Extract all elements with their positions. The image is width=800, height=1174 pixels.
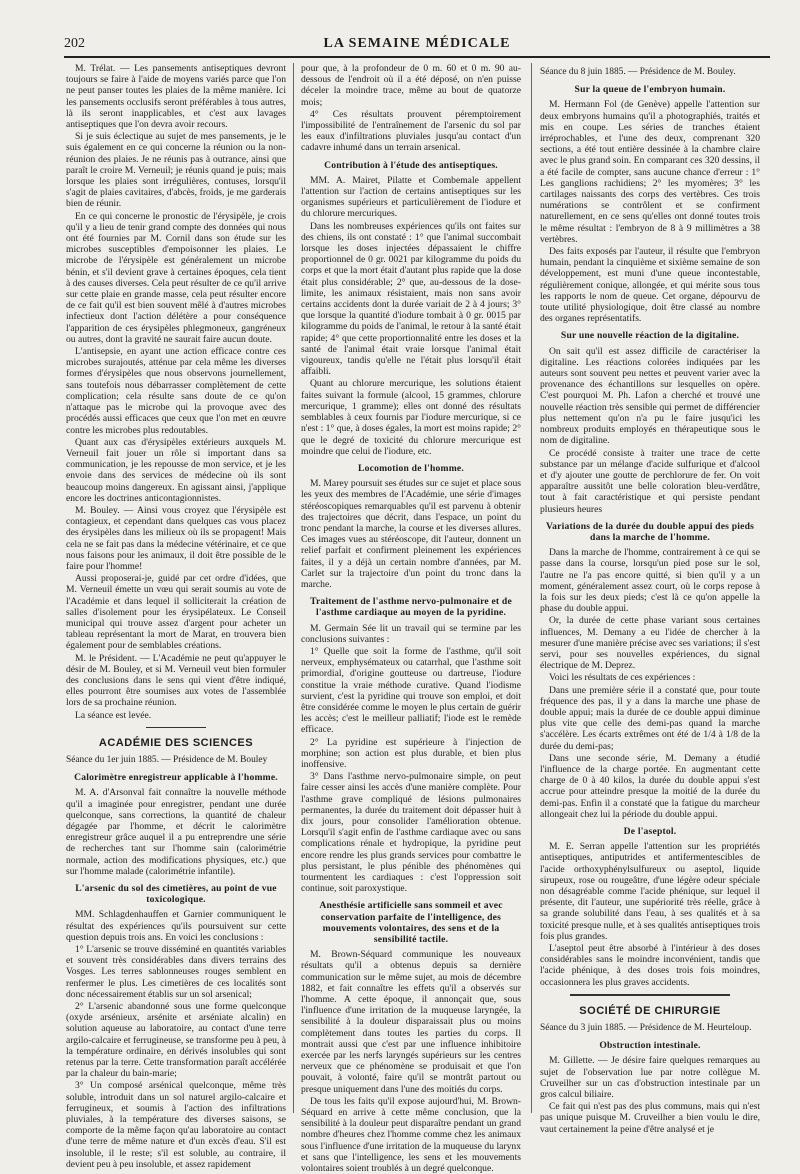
paragraph: M. Brown-Séquard communique les nouveaux résultats qu'il a obtenus depuis sa dernière communication sur le même sujet, au mois de décembre 1882, et fait connaître les effets qu'il a observés sur l'homme. A cette époque, il annonçait que, sous l'influence d'une irritation de la muqueuse laryngée, la sensibilité à la douleur disparaissait plus ou moins complètement dans toutes les parties du corps. Il montrait aussi que c'est par une influence inhibitoire exercée par les nerfs laryngés supérieurs sur les centres nerveux que ce phénomène se produisait et que l'on pouvait, à volonté, faire qu'il se montrât partout ou presque uniquement dans l'une des moitiés du corps. xyxy=(301,949,521,1095)
paragraph: Quant aux cas d'érysipèles extérieurs auxquels M. Verneuil fait jouer un rôle si important dans sa communication, je les repousse de mon service, et je les envoie dans des services de médecine où ils sont beaucoup moins dangereux. En agissant ainsi, j'applique encore les doctrines anticontagionnistes. xyxy=(66,436,286,504)
paragraph: 1° L'arsenic se trouve disséminé en quantités variables et souvent très considérables dans divers terrains des Vosges. Les terres sablonneuses rouges semblent en renfermer le plus. Les cimetières de ces localités sont donc nécessairement établis sur un sol arsenical; xyxy=(66,944,286,1000)
column-1 xyxy=(66,63,286,1170)
paragraph: 2° L'arsenic abandonné sous une forme quelconque (oxyde arsénieux, arsénite et arséniate alcalin) en solution aqueuse au laboratoire, au contact d'une terre argilo-calcaire et ferrugineuse, se transforme peu à peu, à la température ordinaire, en dérivés insolubles qui sont retenus par la terre. Cette transformation paraît accélérée par la chaleur du bain-marie; xyxy=(66,1001,286,1080)
paragraph: En ce qui concerne le pronostic de l'érysipèle, je crois qu'il y a lieu de tenir grand compte des données qui nous ont été fournies par M. Cornil dans son étude sur les microbes susceptibles d'empoisonner les plaies. Le microbe de l'érysipèle est généralement un microbe bénin, et s'il devient grave à certaines époques, cela tient à des causes diverses. Cela peut résulter de ce qu'il arrive sur cette plaie en grande masse, cela peut résulter encore de ce fait qu'il est bien souvent mêlé à d'autres microbes infectieux dont l'action délétère a pour conséquence l'apparition de ces érysipèles phlegmoneux, gangréneux ou autres, dont la gravité ne saurait faire aucun doute. xyxy=(66,210,286,345)
column-divider xyxy=(531,63,532,1113)
paragraph: M. Bouley. — Ainsi vous croyez que l'érysipèle est contagieux, et cependant dans quelques cas vous placez des érysipèles dans les milieux où ils se propagent! Mais cela ne se fait pas dans la médecine vétérinaire, et ce que nous faisons pour les animaux, il doit être possible de le faire pour l'homme! xyxy=(66,504,286,572)
divider xyxy=(570,994,730,996)
paragraph: De tous les faits qu'il expose aujourd'hui, M. Brown-Séquard en arrive à cette même conclusion, que la sensibilité à la douleur peut disparaître pendant un grand nombre d'heures chez l'homme comme chez les animaux sous l'influence d'une irritation de la muqueuse du larynx et sans que l'intelligence, les sens et les mouvements volontaires soient troublés à un degré quelconque. xyxy=(301,1095,521,1174)
paragraph: M. Marey poursuit ses études sur ce sujet et place sous les yeux des membres de l'Académie, une série d'images stéréoscopiques remarquables qu'il est parvenu à obtenir des trajectoires que décrit, dans l'espace, un point du tronc pendant la marche, la course et les diverses allures. Ces images vues au stéréoscope, dit l'auteur, donnent un relief parfait et confirment pleinement les expériences faites, il y a déjà un certain nombre d'années, par M. Carlet sur la trajectoire d'un point du tronc dans la marche. xyxy=(301,478,521,590)
article-heading: Locomotion de l'homme. xyxy=(358,462,464,474)
session-line: Séance du 1er juin 1885. — Présidence de M. Bouley xyxy=(66,754,268,765)
header-rule xyxy=(64,56,770,58)
article-heading: Anesthésie artificielle sans sommeil et avec conservation parfaite de l'intelligence, des mouvements volontaires, des sens et de la sensibilité tactile. xyxy=(319,900,503,946)
paragraph: M. Germain Sée lit un travail qui se termine par les conclusions suivantes : xyxy=(301,622,521,645)
paragraph: Quant au chlorure mercurique, les solutions étaient faites suivant la formule (alcool, 15 grammes, chlorure mercurique, 1 gramme); elles ont donné des résultats semblables à ceux fournis par l'iodure mercurique, si ce n'est : 1° que, à doses égales, la mort est moins rapide; 2° que le degré de toxicité du chlorure mercurique est moindre que celui de l'iodure, etc. xyxy=(301,378,521,457)
paragraph: L'aseptol peut être absorbé à l'intérieur à des doses considérables sans le moindre inconvénient, tandis que l'acide phénique, à des doses trois fois moindres, occasionnera les plus graves accidents. xyxy=(540,943,760,988)
paragraph: Dans une première série il a constaté que, pour toute fréquence des pas, il y a dans la marche une phase de double appui; mais la durée de ce double appui diminue plus vite que celle des demi-pas quand la marche s'accélère. Les écarts extrêmes ont été de 1/4 à 1/8 de la durée du demi-pas; xyxy=(540,684,760,752)
article-heading: De l'aseptol. xyxy=(623,826,677,837)
paragraph: Dans la marche de l'homme, contrairement à ce qui se passe dans la course, lorsqu'un pied pose sur le sol, l'autre ne l'a pas encore quitté, si bien qu'il y a un moment, généralement assez court, où le corps repose à la fois sur les deux pieds; c'est là ce qu'on appelle la phase du double appui. xyxy=(540,547,760,615)
paragraph: pour que, à la profondeur de 0 m. 60 et 0 m. 90 au-dessous de l'endroit où il a été déposé, on n'en puisse déceler la moindre trace, même au bout de quatorze mois; xyxy=(301,63,521,108)
page-number: 202 xyxy=(64,36,85,51)
paragraph: MM. Schlagdenhauffen et Garnier communiquent le résultat des expériences qu'ils poursuivent sur cette question depuis trois ans. En voici les conclusions : xyxy=(66,909,286,943)
paragraph: On sait qu'il est assez difficile de caractériser la digitaline. Les réactions colorées indiquées par les auteurs sont souvent peu nettes et peuvent varier avec la provenance des échantillons sur lesquelles on opère. C'est pourquoi M. Ph. Lafon a cherché et trouvé une nouvelle réaction très sensible qui permet de différencier plus nettement qu'on n'a pu le faire jusqu'ici les nombreux produits employés en thérapeutique sous le nom de digitaline. xyxy=(540,345,760,447)
paragraph: 3° Dans l'asthme nervo-pulmonaire simple, on peut faire cesser ainsi les accès d'une manière complète. Pour l'asthme grave compliqué de lésions pulmonaires permanentes, la durée du traitement doit dépasser huit à dix jours, pour consolider l'amélioration obtenue. Lorsqu'il s'agit enfin de l'asthme cardiaque avec ou sans complications rénale et hydropique, la pyridine peut encore rendre les plus grands services pour combattre le plus persistant, le plus pénible des phénomènes qui tourmentent les cardiaques : c'est l'oppression soit continue, soit paroxystique. xyxy=(301,771,521,895)
session-line: Séance du 8 juin 1885. — Présidence de M. Bouley. xyxy=(540,67,736,77)
paragraph: 2° La pyridine est supérieure à l'injection de morphine; son action est plus durable, et bien plus inoffensive. xyxy=(301,736,521,770)
paragraph: Si je suis éclectique au sujet de mes pansements, je le suis également en ce qui concerne la réunion ou la non-réunion des plaies. Je ne réunis pas à outrance, ainsi que paraît le croire M. Verneuil; je réunis quand je puis; mais lorsque les plaies sont irrégulières, contuses, lorsqu'il s'agit de plaies cavitaires, d'abcès, froids, je me garderais bien de réunir. xyxy=(66,131,286,210)
paragraph: Dans les nombreuses expériences qu'ils ont faites sur des chiens, ils ont constaté : 1° que l'animal succombait lorsque les doses injectées dépassaient le chiffre proportionnel de 0 gr. 0021 par kilogramme du poids du corps et que la mort était d'autant plus rapide que la dose était plus considérable; 2° que, au-dessous de la dose-limite, les animaux résistaient, mais non sans avoir certains accidents dont la durée variait de 2 à 4 jours; 3° que lorsque la quantité d'iodure tombait à 0 gr. 0015 par kilogramme du poids de l'animal, le retour à la santé était rapide; 4° que cette proportionnalité entre les doses et la santé de l'animal était vraie lorsque l'animal était vigoureux, tandis qu'elle ne l'était plus lorsqu'il était affaibli. xyxy=(301,220,521,378)
column-divider xyxy=(293,63,294,1113)
paragraph: Aussi proposerai-je, guidé par cet ordre d'idées, que M. Verneuil émette un vœu qui serait soumis au vote de l'Académie et dans lequel il solliciterait la création de salles d'isolement pour les érysipélateux. Le Conseil municipal qui trouve assez d'argent pour acheter un tableau représentant la mort de Marat, en trouvera bien également pour de semblables créations. xyxy=(66,573,286,652)
article-heading: Sur une nouvelle réaction de la digitaline. xyxy=(560,330,740,342)
page-header xyxy=(64,36,770,54)
section-title: ACADÉMIE DES SCIENCES xyxy=(98,736,254,749)
paragraph: MM. A. Mairet, Pilatte et Combemale appellent l'attention sur l'action de certains antiseptiques sur les organismes supérieurs et particulièrement de l'iodure et du chlorure mercuriques. xyxy=(301,174,521,220)
paragraph: M. Trélat. — Les pansements antiseptiques devront toujours se faire à l'aide de moyens variés parce que l'on ne peut panser toutes les plaies de la même manière. Ici les pansements occlusifs seront préférables à tous autres, là ils seront inapplicables, et c'est aux lavages antiseptiques que l'on devra avoir recours. xyxy=(66,63,286,131)
paragraph: M. Hermann Fol (de Genève) appelle l'attention sur deux embryons humains qu'il a photographiés, traités et mis en coupe. Les séries de tranches étaient irréprochables, et l'une des deux, comprenant 320 sections, a été tout entière dessinée à la chambre claire avec le plus grand soin. En comparant ces 320 dessins, il a été facile de compter, sans aucune chance d'erreur : 1° Les ganglions rachidiens; 2° les myomères; 3° les cartilages naissants des corps des vertèbres. Ces trois numérations se contrôlent et se confirment naturellement, en ce sens qu'elles ont donné toutes trois le même résultat : l'embryon de 8 à 9 millimètres a 38 vertèbres. xyxy=(540,99,760,245)
article-heading: L'arsenic du sol des cimetières, au point de vue toxicologique. xyxy=(75,883,277,906)
paragraph: 4° Ces résultats prouvent péremptoirement l'impossibilité de l'entraînement de l'arsenic du sol par les eaux d'infiltrations pluviales jusqu'au contact d'un cadavre inhumé dans un terrain arsenical. xyxy=(301,108,521,154)
section-title: SOCIÉTÉ DE CHIRURGIE xyxy=(579,1004,721,1017)
paragraph: La séance est levée. xyxy=(75,709,152,721)
journal-title: LA SEMAINE MÉDICALE xyxy=(323,36,511,51)
paragraph: Voici les résultats de ces expériences : xyxy=(549,672,696,684)
divider xyxy=(146,727,206,728)
paragraph: Des faits exposés par l'auteur, il résulte que l'embryon humain, pendant la cinquième et sixième semaine de son développement, est muni d'une queue incontestable, régulièrement conique, allongée, et qui mérite sous tous les rapports le nom de queue. Cet organe, dépourvu de toute utilité physiologique, doit être classé au nombre des organes représentatifs. xyxy=(540,246,760,325)
session-line: Séance du 3 juin 1885. — Présidence de M. Heurteloup. xyxy=(540,1023,752,1034)
article-heading: Calorimètre enregistreur applicable à l'homme. xyxy=(74,772,278,784)
article-heading: Obstruction intestinale. xyxy=(599,1040,701,1052)
paragraph: Ce procédé consiste à traiter une trace de cette substance par un mélange d'acide sulfurique et d'alcool et d'y ajouter une goutte de perchlorure de fer. On voit apparaître aussitôt une belle coloration bleu-verdâtre, tout à fait caractéristique et qui persiste pendant plusieurs heures xyxy=(540,447,760,515)
column-2 xyxy=(301,63,521,1174)
article-heading: Sur la queue de l'embryon humain. xyxy=(574,84,726,96)
article-heading: Variations de la durée du double appui des pieds dans la marche de l'homme. xyxy=(545,520,755,543)
paragraph: Ce fait qui n'est pas des plus communs, mais qui n'est pas unique puisque M. Cruveilher a bien voulu le dire, vaut certainement la peine d'être analysé et je xyxy=(540,1101,760,1135)
paragraph: M. E. Serran appelle l'attention sur les propriétés antiseptiques, antiputrides et antifermentescibles de l'acide orthoxyphénylsulfureux ou aseptol, liquide sirupeux, rose ou rougeâtre, d'une légère odeur spéciale non désagréable comme l'acide phénique, sur lequel il présente, dit l'auteur, une supériorité très réelle, grâce à sa grande solubilité dans l'eau, à ses qualités et à sa toxicité presque nulle, et à ses qualités antiseptiques trois fois plus grandes. xyxy=(540,841,760,942)
paragraph: Or, la durée de cette phase variant sous certaines influences, M. Demany a eu l'idée de chercher à la mesurer d'une manière précise avec ses variations; il s'est servi, pour ses nouvelles expériences, du signal électrique de M. Deprez. xyxy=(540,615,760,672)
paragraph: Dans une seconde série, M. Demany a étudié l'influence de la charge portée. En augmentant cette charge de 0 à 40 kilos, la durée du double appui s'est accrue pour atteindre presque la moitié de la durée du demi-pas. Enfin il a constaté que la fatigue du marcheur allongeait chez lui la période du double appui. xyxy=(540,752,760,820)
paragraph: M. le Président. — L'Académie ne peut qu'appuyer le désir de M. Bouley, et si M. Verneuil veut bien formuler des conclusions dans le sens qui vient d'être indiqué, elles pourront être soumises aux votes de l'assemblée lors de sa prochaine réunion. xyxy=(66,652,286,709)
paragraph: L'antisepsie, en ayant une action efficace contre ces microbes surajoutés, atténue par cela même les diverses formes d'érysipèles que nous observons journellement, sans toutefois nous débarrasser complètement de cette complication; cela résulte sans doute de ce qu'on n'attaque pas le microbe qui la provoque avec des procédés aussi efficaces que ceux que l'on met en œuvre contre les microbes plus redoutables. xyxy=(66,346,286,436)
article-heading: Contribution à l'étude des antiseptiques. xyxy=(324,159,498,171)
paragraph: M. A. d'Arsonval fait connaître la nouvelle méthode qu'il a imaginée pour enregistrer, pendant une durée quelconque, sans corrections, la quantité de chaleur dégagée par l'homme, et décrit le calorimètre enregistreur grâce auquel il a pu entreprendre une série de recherches tant sur l'homme sain (calorimétrie normale, action des modifications physiques, etc.) que sur l'homme malade (calorimétrie infantile). xyxy=(66,787,286,877)
paragraph: 3° Un composé arsénical quelconque, même très soluble, introduit dans un sol naturel argilo-calcaire et ferrugineux, et soumis à l'action des infiltrations pluviales, à la température des diverses saisons, se comporte de la même façon qu'au laboratoire au contact d'une terre de même nature et d'un excès d'eau. S'il est insoluble, il le reste; s'il est soluble, au contraire, il devient peu à peu insoluble, et assez rapidement xyxy=(66,1080,286,1170)
paragraph: M. Gillette. — Je désire faire quelques remarques au sujet de l'observation lue par notre collègue M. Cruveilher sur un cas d'obstruction intestinale par un gros calcul biliaire. xyxy=(540,1055,760,1101)
column-3 xyxy=(540,63,760,1135)
article-heading: Traitement de l'asthme nervo-pulmonaire et de l'asthme cardiaque au moyen de la pyridine. xyxy=(310,596,512,619)
paragraph: 1° Quelle que soit la forme de l'asthme, qu'il soit nerveux, emphysémateux ou catarrhal, que l'asthme soit primordial, d'origine goutteuse ou dartreuse, l'iodure constitue la vraie méthode curative. Quand l'iodisme survient, c'est la pyridine qui trouve son emploi, et doit être considérée comme le moyen le plus certain de guérir les accès; c'est le meilleur palliatif; l'iode est le remède efficace. xyxy=(301,645,521,736)
